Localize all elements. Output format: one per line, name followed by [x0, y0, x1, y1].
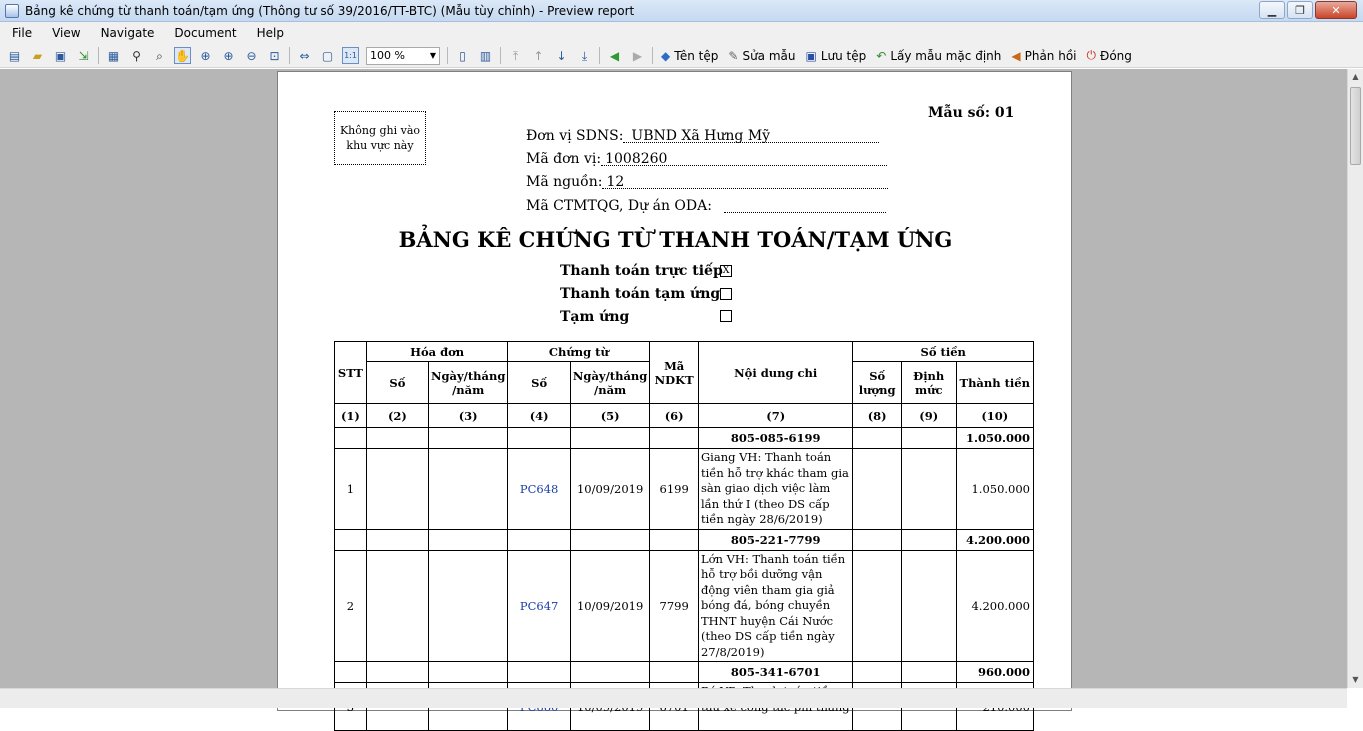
edit-template-label: Sửa mẫu — [742, 48, 796, 63]
row-total: 4.200.000 — [956, 550, 1033, 662]
report-page — [277, 71, 1072, 711]
option-direct-label: Thanh toán trực tiếp — [560, 263, 723, 279]
header-voucher-no: Số — [508, 362, 571, 404]
group-row — [335, 428, 1034, 449]
option-advance-payment-label: Thanh toán tạm ứng — [560, 286, 721, 302]
zoom-out-icon[interactable]: ⊖ — [246, 48, 257, 63]
zoom-region-icon[interactable]: ⊡ — [269, 48, 280, 63]
file-name-label: Tên tệp — [674, 48, 719, 63]
open-icon[interactable]: ▰ — [32, 48, 43, 63]
group-account: 805-221-7799 — [698, 529, 852, 550]
group-row — [335, 662, 1034, 683]
unit-label: Đơn vị SDNS: — [526, 128, 624, 144]
group-account: 805-085-6199 — [698, 428, 852, 449]
floppy-icon: ▣ — [805, 48, 817, 63]
group-subtotal: 960.000 — [956, 662, 1033, 683]
previous-page-icon[interactable]: ↑ — [533, 48, 544, 63]
scroll-down-icon[interactable]: ▼ — [1352, 675, 1359, 684]
header-amount: Số tiền — [853, 342, 1034, 362]
row-voucher-date: 10/09/2019 — [570, 550, 649, 662]
unit-code-value: 1008260 — [601, 151, 887, 166]
header-row-1 — [335, 342, 1034, 362]
source-code-label: Mã nguồn: — [526, 174, 603, 190]
row-content: Giang VH: Thanh toán tiền hỗ trợ khác tham gia sàn giao dịch việc làm lần thứ I (theo DS cấp tiền ngày 28/6/2019) — [698, 449, 852, 530]
col-number: (2) — [366, 404, 428, 428]
title-bar — [0, 0, 1363, 22]
project-row — [526, 198, 886, 214]
fit-width-icon[interactable]: ⇔ — [299, 48, 310, 63]
save-file-button[interactable] — [806, 49, 867, 63]
header-voucher-date: Ngày/tháng /năm — [570, 362, 649, 404]
row-stt: 2 — [335, 550, 367, 662]
header-ndkt: Mã NDKT — [650, 342, 699, 404]
col-number: (8) — [853, 404, 901, 428]
vertical-scrollbar[interactable] — [1347, 69, 1363, 688]
save-icon[interactable]: ▣ — [54, 48, 67, 63]
unit-value: UBND Xã Hưng Mỹ — [623, 128, 879, 143]
unit-code-row — [526, 151, 887, 167]
option-direct-checkbox: X — [720, 265, 732, 277]
toolbar-separator — [500, 47, 501, 64]
scroll-thumb[interactable] — [1350, 87, 1361, 165]
header-content: Nội dung chi — [698, 342, 852, 404]
voucher-table — [334, 341, 1034, 731]
group-subtotal: 1.050.000 — [956, 428, 1033, 449]
toolbar-separator — [98, 47, 99, 64]
edit-icon: ✎ — [728, 48, 739, 63]
group-subtotal: 4.200.000 — [956, 529, 1033, 550]
page-setup-icon[interactable]: ▦ — [107, 48, 120, 63]
header-norm: Định mức — [901, 362, 956, 404]
col-number: (10) — [956, 404, 1033, 428]
row-ndkt: 6199 — [650, 449, 699, 530]
group-account: 805-341-6701 — [698, 662, 852, 683]
option-advance-label: Tạm ứng — [560, 309, 630, 325]
col-number: (5) — [570, 404, 649, 428]
power-icon: ⏻ — [1086, 48, 1097, 62]
col-number: (1) — [335, 404, 367, 428]
menu-help[interactable]: Help — [256, 26, 284, 40]
header-invoice-no: Số — [366, 362, 428, 404]
export-icon[interactable]: ⇲ — [78, 48, 89, 63]
header-total: Thành tiền — [956, 362, 1033, 404]
minimize-button[interactable]: ▁ — [1259, 1, 1285, 19]
stamp-line-1: Không ghi vào — [339, 124, 421, 137]
toolbar-separator — [447, 47, 448, 64]
chevron-down-icon: ▼ — [429, 51, 436, 60]
toolbar — [0, 44, 1363, 68]
toolbar-separator — [652, 47, 653, 64]
actual-size-icon[interactable]: 1:1 — [342, 47, 359, 64]
table-row — [335, 550, 1034, 662]
magnifier-icon[interactable]: ⊕ — [200, 48, 211, 63]
window-controls — [1257, 1, 1357, 19]
row-total: 1.050.000 — [956, 449, 1033, 530]
print-icon[interactable]: ▤ — [8, 48, 21, 63]
project-label: Mã CTMTQG, Dự án ODA: — [526, 198, 712, 214]
edit-template-button[interactable] — [728, 49, 795, 63]
stamp-line-2: khu vực này — [346, 139, 414, 152]
single-page-icon[interactable]: ▯ — [459, 48, 466, 63]
feedback-button[interactable] — [1011, 49, 1076, 63]
header-quantity: Số lượng — [853, 362, 901, 404]
project-value — [724, 198, 886, 213]
no-write-box — [334, 111, 426, 165]
undo-arrow-icon: ↶ — [876, 48, 887, 63]
table-row — [335, 449, 1034, 530]
close-label: Đóng — [1100, 48, 1132, 63]
close-button[interactable] — [1087, 48, 1132, 63]
menu-navigate[interactable]: Navigate — [100, 26, 155, 40]
column-number-row — [335, 404, 1034, 428]
unit-code-label: Mã đơn vị: — [526, 151, 602, 167]
row-ndkt: 7799 — [650, 550, 699, 662]
info-diamond-icon: ◆ — [661, 48, 671, 63]
fit-page-icon[interactable]: ▢ — [321, 48, 334, 63]
row-voucher-no[interactable]: PC648 — [508, 449, 571, 530]
default-template-button[interactable] — [876, 49, 1001, 63]
group-row — [335, 529, 1034, 550]
col-number: (9) — [901, 404, 956, 428]
menu-document[interactable]: Document — [174, 26, 237, 40]
zoom-in-icon[interactable]: ⊕ — [223, 48, 234, 63]
option-advance-payment-checkbox — [720, 288, 732, 300]
file-name-button[interactable] — [661, 49, 718, 63]
feedback-label: Phản hồi — [1024, 48, 1077, 63]
hand-tool-icon[interactable]: ✋ — [175, 48, 190, 63]
option-advance-checkbox — [720, 310, 732, 322]
search-icon[interactable]: ⌕ — [156, 48, 163, 63]
horizontal-scrollbar[interactable] — [0, 688, 1347, 708]
close-window-button[interactable]: ✕ — [1315, 1, 1357, 19]
window-title: Bảng kê chứng từ thanh toán/tạm ứng (Thông tư số 39/2016/TT-BTC) (Mẫu tùy chỉnh) - Preview report — [25, 3, 635, 18]
maximize-button[interactable]: ❐ — [1287, 1, 1313, 19]
back-icon[interactable]: ◀ — [609, 48, 620, 63]
save-file-label: Lưu tệp — [820, 48, 867, 63]
row-stt: 1 — [335, 449, 367, 530]
header-invoice: Hóa đơn — [366, 342, 508, 362]
menu-bar — [0, 22, 1363, 44]
col-number: (3) — [428, 404, 507, 428]
app-icon — [5, 4, 19, 18]
toolbar-separator — [289, 47, 290, 64]
last-page-icon[interactable]: ⤓ — [581, 48, 588, 63]
menu-file[interactable]: File — [12, 26, 33, 40]
form-number: Mẫu số: 01 — [928, 105, 1015, 121]
preview-viewport[interactable] — [0, 69, 1347, 688]
col-number: (6) — [650, 404, 699, 428]
multi-page-icon[interactable]: ▥ — [479, 48, 492, 63]
next-page-icon[interactable]: ↓ — [556, 48, 567, 63]
first-page-icon[interactable]: ⤒ — [512, 48, 519, 63]
row-voucher-no[interactable]: PC647 — [508, 550, 571, 662]
default-template-label: Lấy mẫu mặc định — [890, 48, 1002, 63]
header-stt: STT — [335, 342, 367, 404]
col-number: (4) — [508, 404, 571, 428]
megaphone-icon: ◀ — [1011, 48, 1021, 63]
unit-row — [526, 128, 879, 144]
header-invoice-date: Ngày/tháng /năm — [428, 362, 507, 404]
source-code-value: 12 — [602, 174, 888, 189]
report-title: BẢNG KÊ CHỨNG TỪ THANH TOÁN/TẠM ỨNG — [398, 227, 953, 252]
row-content: Lớn VH: Thanh toán tiền hỗ trợ bồi dưỡng vận động viên tham gia giả bóng đá, bóng chuyền THNT huyện Cái Nước (theo DS cấp tiền ngày 27/8/2019) — [698, 550, 852, 662]
col-number: (7) — [698, 404, 852, 428]
zoom-value: 100 % — [370, 49, 405, 62]
zoom-select[interactable] — [366, 47, 440, 65]
scroll-up-icon[interactable]: ▲ — [1352, 72, 1359, 81]
forward-icon[interactable]: ▶ — [632, 48, 643, 63]
toolbar-separator — [599, 47, 600, 64]
source-code-row — [526, 174, 888, 190]
header-voucher: Chứng từ — [508, 342, 650, 362]
row-voucher-date: 10/09/2019 — [570, 449, 649, 530]
menu-view[interactable]: View — [52, 26, 81, 40]
find-icon[interactable]: ⚲ — [132, 48, 141, 63]
